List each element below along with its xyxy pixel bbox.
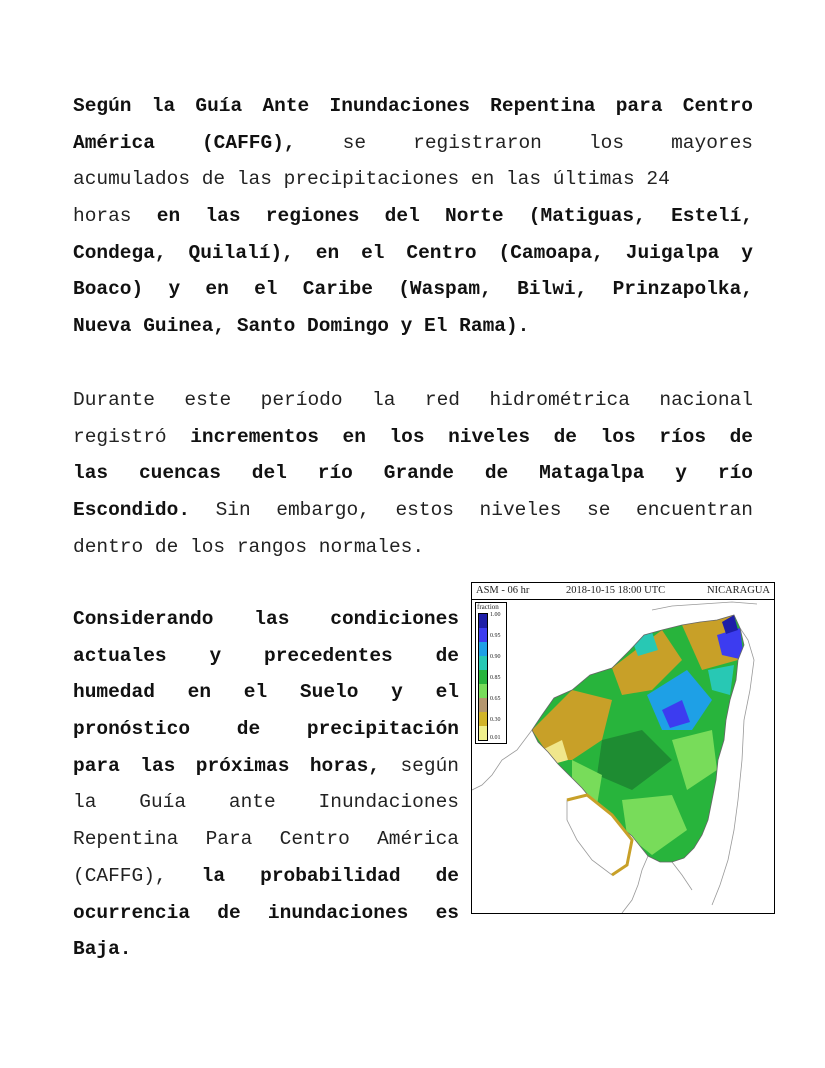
legend-tick-5: 0.65 xyxy=(490,696,501,702)
legend-tick-1: 1.00 xyxy=(490,612,501,618)
para1-line7: Nueva Guinea, Santo Domingo y El Rama). xyxy=(73,315,530,338)
para1-line2-rest: se registraron los mayores xyxy=(342,131,753,154)
nicaragua-map-graphic xyxy=(472,600,774,913)
para2-line5: dentro de los rangos normales. xyxy=(73,535,425,558)
legend-tick-2: 0.95 xyxy=(490,633,501,639)
para1-line4-normal: horas xyxy=(73,205,132,228)
para3-line2: actuales y precedentes de xyxy=(73,644,459,667)
legend-tick-6: 0.30 xyxy=(490,717,501,723)
coastline-north xyxy=(652,602,757,610)
para1-line4-bold: en las regiones del Norte (Matiguas, Estelí, xyxy=(156,205,753,228)
map-header-region: NICARAGUA xyxy=(707,585,770,596)
para3-line4: pronóstico de precipitación xyxy=(73,718,459,741)
para2-line3: las cuencas del río Grande de Matagalpa y río xyxy=(73,462,753,485)
para3-line7: Repentina Para Centro América xyxy=(73,828,459,851)
para1-line2-bold: América (CAFFG), xyxy=(73,131,296,154)
para3-line10: Baja. xyxy=(73,938,132,961)
para3-line8-normal: (CAFFG), xyxy=(73,864,167,887)
coastline-south xyxy=(622,856,692,913)
para1-line6: Boaco) y en el Caribe (Waspam, Bilwi, Prinzapolka, xyxy=(73,278,753,301)
legend-colorbar xyxy=(478,613,488,741)
legend-title: fraction xyxy=(477,603,499,611)
legend-color-segment xyxy=(479,712,487,726)
para1-line3: acumulados de las precipitaciones en las últimas 24 xyxy=(73,168,670,191)
paragraph-flood-probability xyxy=(73,601,459,968)
map-legend xyxy=(475,602,507,744)
legend-tick-3: 0.90 xyxy=(490,654,501,660)
legend-color-segment xyxy=(479,698,487,712)
paragraph-river-levels xyxy=(73,382,753,565)
legend-color-segment xyxy=(479,614,487,628)
legend-color-segment xyxy=(479,642,487,656)
para2-line2-bold: incrementos en los niveles de los ríos de xyxy=(190,425,753,448)
legend-tick-7: 0.01 xyxy=(490,735,501,741)
map-header xyxy=(472,583,774,600)
map-header-product: ASM - 06 hr xyxy=(476,585,530,596)
para2-line4-bold: Escondido. xyxy=(73,499,191,522)
soil-moisture-map xyxy=(471,582,775,914)
para3-line5-bold: para las próximas horas, xyxy=(73,754,381,777)
para2-line4-normal: Sin embargo, estos niveles se encuentran xyxy=(215,499,753,522)
para3-line9: ocurrencia de inundaciones es xyxy=(73,901,459,924)
legend-color-segment xyxy=(479,656,487,670)
paragraph-rainfall-accumulation xyxy=(73,88,753,345)
para3-line1: Considerando las condiciones xyxy=(73,608,459,630)
para1-line1: Según la Guía Ante Inundaciones Repentina para Centro xyxy=(73,95,753,117)
legend-color-segment xyxy=(479,726,487,740)
legend-color-segment xyxy=(479,670,487,684)
para2-line2-normal: registró xyxy=(73,425,167,448)
para3-line3: humedad en el Suelo y el xyxy=(73,681,459,704)
para3-line8-bold: la probabilidad de xyxy=(201,864,459,887)
map-header-datetime: 2018-10-15 18:00 UTC xyxy=(566,585,666,596)
para3-line6: la Guía ante Inundaciones xyxy=(73,791,459,814)
para2-line1: Durante este período la red hidrométrica nacional xyxy=(73,389,753,411)
legend-color-segment xyxy=(479,628,487,642)
legend-color-segment xyxy=(479,684,487,698)
para1-line5: Condega, Quilalí), en el Centro (Camoapa, Juigalpa y xyxy=(73,241,753,264)
para3-line5-normal: según xyxy=(400,754,459,777)
legend-tick-4: 0.85 xyxy=(490,675,501,681)
